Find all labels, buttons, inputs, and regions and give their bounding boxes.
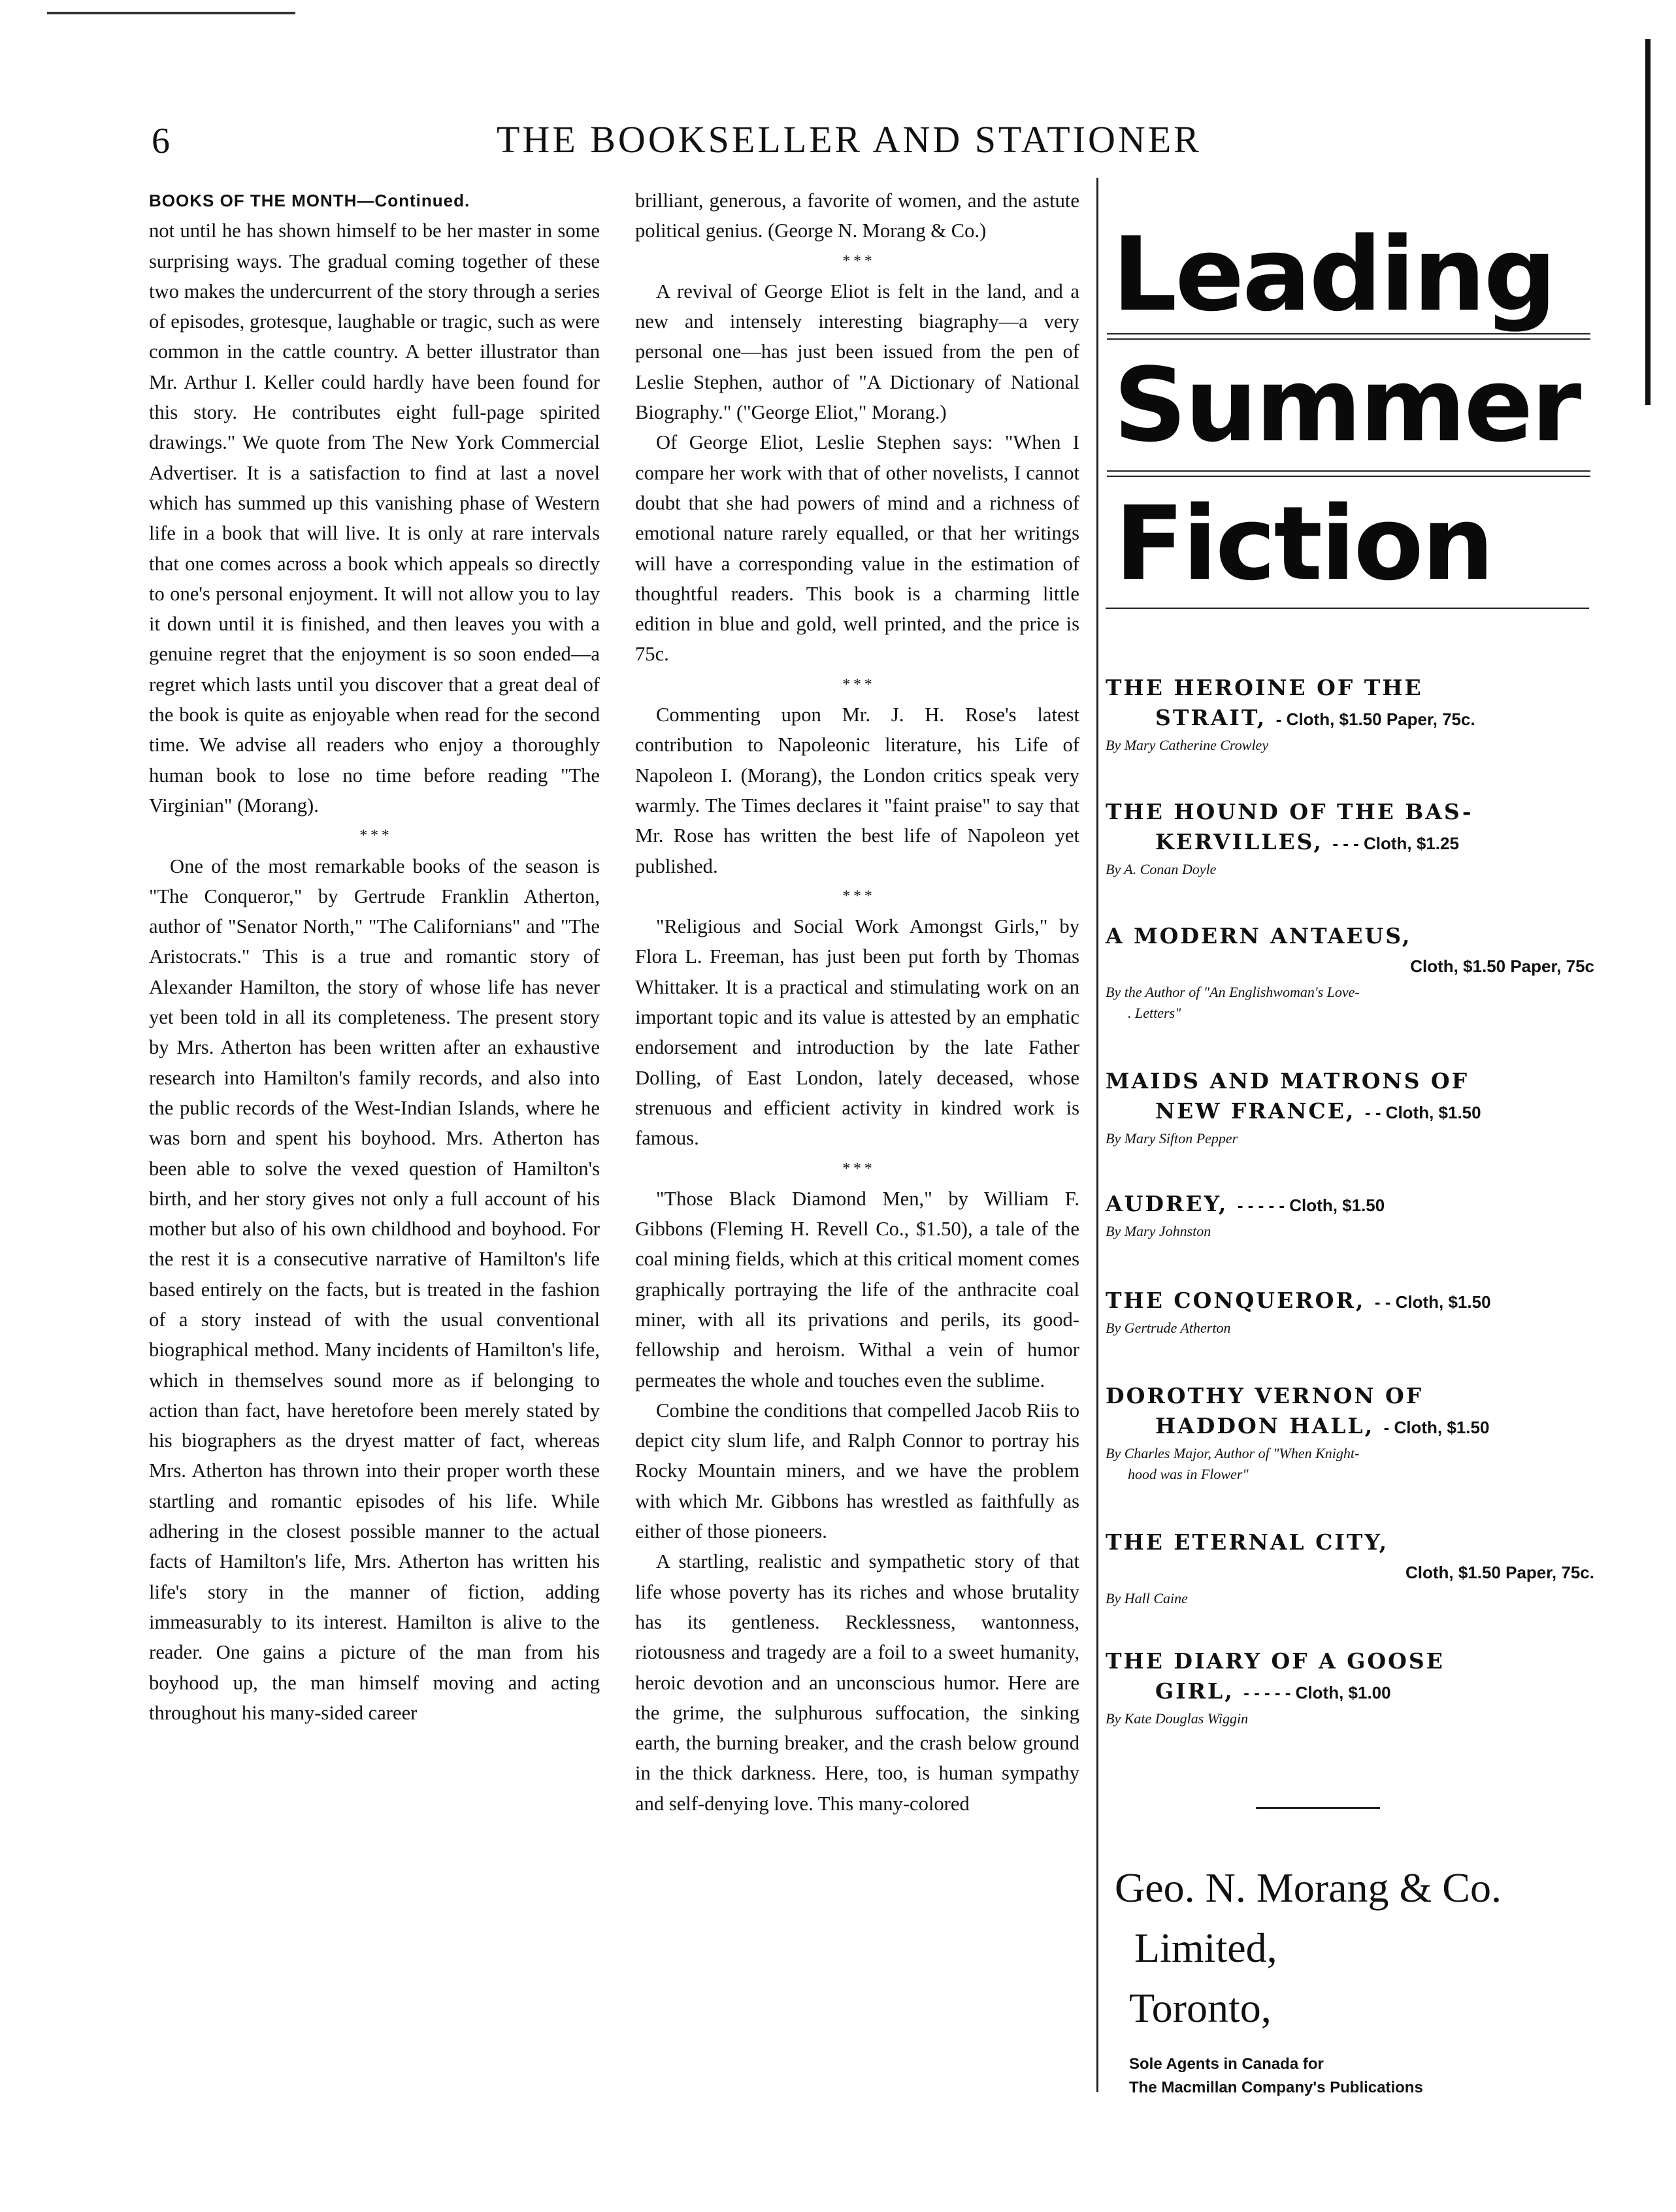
publisher-city: Toronto,: [1129, 1985, 1272, 2031]
book-listing: [1106, 1189, 1602, 1241]
ad-headline-word: Fiction: [1115, 484, 1492, 603]
paragraph: "Those Black Diamond Men," by William F. Gibbons (Fleming H. Revell Co., $1.50), a tale of the coal mining fields, which at this critical moment comes graphically portraying the life of the anthracite coal miner, with all its privations and perils, its good-fellowship and heroism. Withal a vein of humor permeates the whole and touches even the sublime.: [635, 1187, 1079, 1391]
ad-double-rule: [1107, 333, 1590, 340]
section-separator: * * *: [359, 827, 389, 845]
book-author: By Gertrude Atherton: [1106, 1320, 1231, 1336]
section-separator: * * *: [842, 675, 872, 693]
page-header: [0, 118, 1676, 176]
book-price: - - - Cloth, $1.25: [1332, 834, 1459, 853]
book-price: Cloth, $1.50 Paper, 75c.: [1405, 1563, 1594, 1582]
book-price: - - Cloth, $1.50: [1374, 1292, 1491, 1312]
ad-headline-word: Summer: [1113, 346, 1580, 464]
ad-rule: [1106, 608, 1589, 609]
section-separator: * * *: [842, 252, 872, 270]
paragraph: A revival of George Eliot is felt in the land, and a new and intensely interesting biagraphy—a very personal one—has just been issued from the pen of Leslie Stephen, author of "A Dictionary of National Biography." ("George Eliot," Morang.): [635, 280, 1079, 424]
book-price: - - Cloth, $1.50: [1364, 1103, 1481, 1122]
paragraph: brilliant, generous, a favorite of women, and the astute political genius. (George N. Morang & Co.): [635, 189, 1079, 242]
article-column-1: [149, 186, 600, 1728]
book-author: By A. Conan Doyle: [1106, 861, 1217, 877]
book-title: THE CONQUEROR,: [1106, 1288, 1366, 1313]
book-author: By Kate Douglas Wiggin: [1106, 1710, 1249, 1727]
ad-double-rule: [1107, 470, 1590, 477]
edge-bar: [1645, 39, 1651, 405]
book-author: By Hall Caine: [1106, 1590, 1188, 1606]
book-title: KERVILLES,: [1155, 829, 1323, 854]
book-title: MAIDS AND MATRONS OF: [1106, 1068, 1470, 1094]
paragraph: Combine the conditions that compelled Jacob Riis to depict city slum life, and Ralph Connor to portray his Rocky Mountain miners, and we have the problem with which Mr. Gibbons has wrestled as faithfully as either of those pioneers.: [635, 1399, 1079, 1543]
book-listing: [1106, 1286, 1602, 1338]
book-author: By Mary Catherine Crowley: [1106, 737, 1269, 753]
ad-headline-word: Leading: [1112, 215, 1555, 334]
paragraph: Of George Eliot, Leslie Stephen says: "When I compare her work with that of other novelists, I cannot doubt that she had powers of mind and a richness of emotional nature rarely equalled, or that her writings will have a corresponding value in the estimation of thoughtful readers. This book is a charming little edition in blue and gold, well printed, and the price is 75c.: [635, 431, 1079, 666]
book-title: THE HEROINE OF THE: [1106, 675, 1423, 700]
book-author: By Charles Major, Author of "When Knight-: [1106, 1445, 1360, 1461]
sole-agents-line: Sole Agents in Canada for: [1129, 2055, 1324, 2073]
continued-heading: BOOKS OF THE MONTH—Continued.: [149, 191, 470, 210]
paragraph: "Religious and Social Work Amongst Girls," by Flora L. Freeman, has just been put forth by Thomas Whittaker. It is a practical and stimulating work on an important topic and its value is attested by an emphatic endorsement and introduction by the late Father Dolling, of East London, lately deceased, whose strenuous and efficient activity in kindred work is famous.: [635, 915, 1079, 1150]
book-title: A MODERN ANTAEUS,: [1106, 923, 1412, 949]
book-author: hood was in Flower": [1128, 1466, 1249, 1482]
section-separator: * * *: [842, 887, 872, 905]
book-title: AUDREY,: [1106, 1191, 1228, 1216]
book-title: THE HOUND OF THE BAS-: [1106, 799, 1473, 824]
divider: [1256, 1807, 1380, 1809]
sole-agents-line: The Macmillan Company's Publications: [1129, 2079, 1423, 2096]
column-rule: [1096, 178, 1098, 2092]
book-title: NEW FRANCE,: [1155, 1098, 1356, 1124]
book-price: - Cloth, $1.50: [1383, 1418, 1490, 1437]
book-title: THE DIARY OF A GOOSE: [1106, 1648, 1445, 1674]
book-title: THE ETERNAL CITY,: [1106, 1529, 1389, 1555]
book-title: HADDON HALL,: [1155, 1413, 1375, 1439]
book-title: STRAIT,: [1155, 705, 1267, 730]
book-listing: [1106, 1381, 1602, 1484]
book-price: Cloth, $1.50 Paper, 75c: [1410, 956, 1594, 976]
book-price: - - - - - Cloth, $1.50: [1237, 1195, 1385, 1215]
book-listing: [1106, 797, 1602, 879]
book-author: By Mary Sifton Pepper: [1106, 1130, 1238, 1147]
page-number: 6: [152, 121, 170, 161]
publisher-name: Geo. N. Morang & Co.: [1115, 1864, 1502, 1911]
running-title: THE BOOKSELLER AND STATIONER: [497, 118, 1202, 161]
book-listing: [1106, 1527, 1602, 1608]
book-price: - - - - - Cloth, $1.00: [1243, 1683, 1391, 1702]
book-listing: [1106, 1066, 1602, 1148]
book-title: DOROTHY VERNON OF: [1106, 1383, 1424, 1408]
publisher-limited: Limited,: [1134, 1925, 1277, 1971]
paragraph: A startling, realistic and sympathetic story of that life whose poverty has its riches and whose brutality has its gentleness. Recklessness, wantonness, riotousness and tragedy are a foil to a sweet humanity, heroic devotion and an unconscious humor. Here are the grime, the sulphurous suffocation, the sinking earth, the burning breaker, and the crash below ground in the thick darkness. Here, too, is human sympathy and self-denying love. This many-colored: [635, 1550, 1079, 1815]
book-price: - Cloth, $1.50 Paper, 75c.: [1275, 709, 1475, 729]
book-listing: [1106, 1646, 1602, 1729]
section-separator: * * *: [842, 1160, 872, 1177]
book-author: By Mary Johnston: [1106, 1223, 1211, 1239]
book-listing: [1106, 921, 1602, 1023]
book-author: . Letters": [1128, 1005, 1181, 1021]
article-column-2: [635, 186, 1079, 1819]
paragraph: One of the most remarkable books of the season is "The Conqueror," by Gertrude Franklin Atherton, author of "Senator North," "The Californians" and "The Aristocrats." This is a true and romantic story of Alexander Hamilton, the story of whose life has never yet been told in all its completeness. The present story by Mrs. Atherton has been written after an exhaustive research into Hamilton's family records, and also into the public records of the West-Indian Islands, where he was born and spent his boyhood. Mrs. Atherton has been able to solve the vexed question of Hamilton's birth, and her story gives not only a full account of his mother but also of his own childhood and boyhood. For the rest it is a consecutive narrative of Hamilton's life based entirely on the facts, but is treated in the fashion of a story instead of with the usual conventional biographical method. Many incidents of Hamilton's life, which in themselves sound more as if belonging to action than fact, have heretofore been merely stated by his biographers as the dryest matter of fact, whereas Mrs. Atherton has thrown into their proper worth these startling and romantic episodes of his life. While adhering in the closest possible manner to the actual facts of Hamilton's life, Mrs. Atherton has written his life's story in the manner of fiction, adding immeasurably to its interest. Hamilton is alive to the reader. One gains a picture of the man from his boyhood up, the man himself moving and acting throughout his many-sided career: [149, 854, 600, 1724]
paragraph: Commenting upon Mr. J. H. Rose's latest contribution to Napoleonic literature, his Life of Napoleon I. (Morang), the London critics speak very warmly. The Times declares it "faint praise" to say that Mr. Rose has written the best life of Napoleon yet published.: [635, 704, 1079, 877]
book-author: By the Author of "An Englishwoman's Love-: [1106, 984, 1360, 1000]
paragraph: not until he has shown himself to be her master in some surprising ways. The gradual coming together of these two makes the undercurrent of the story through a series of episodes, grotesque, laughable or tragic, such as were common in the cattle country. A better illustrator than Mr. Arthur I. Keller could hardly have been found for this story. He contributes eight full-page spirited drawings." We quote from The New York Commercial Advertiser. It is a satisfaction to find at last a novel which has summed up this vanishing phase of Western life in a book that will live. It is only at rare intervals that one comes across a book which appeals so directly to one's personal enjoyment. It will not allow you to lay it down until it is finished, and then leaves you with a genuine regret that the enjoyment is so soon ended—a regret which lasts until you discover that a great deal of the book is quite as enjoyable when read for the second time. We advise all readers who enjoy a thoroughly human book to lose no time before reading "The Virginian" (Morang).: [149, 220, 600, 817]
book-listing: [1106, 673, 1602, 755]
book-title: GIRL,: [1155, 1678, 1234, 1704]
top-rule: [47, 12, 295, 14]
